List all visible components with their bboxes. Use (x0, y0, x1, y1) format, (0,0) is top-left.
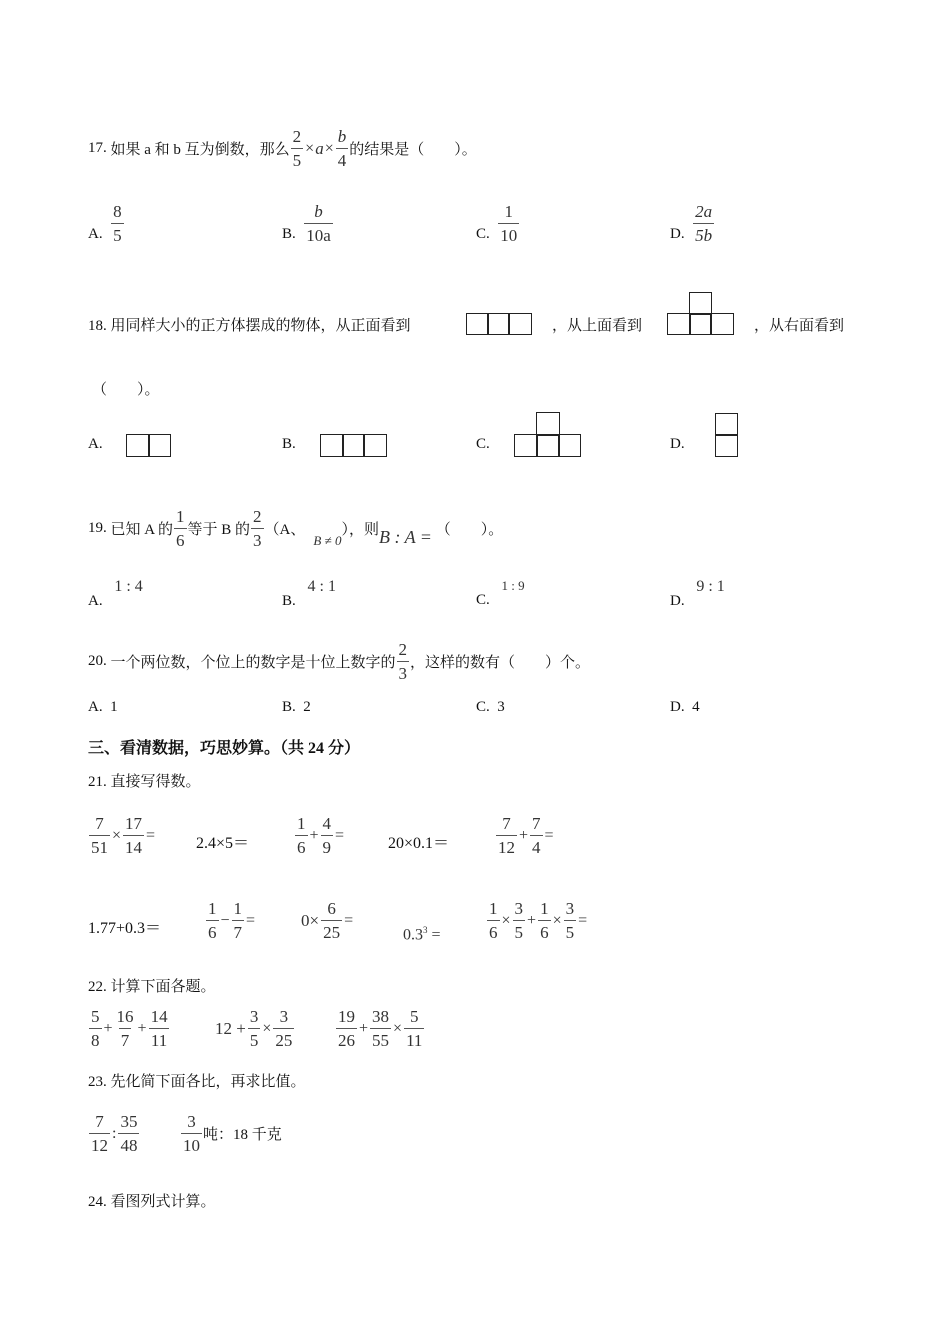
expr-21-9: $0.3^3$ = (403, 925, 441, 944)
expr-21-10: $\frac{1}{6}$ × $\frac{3}{5}$ + $\frac{1}{6}$ × $\frac{3}{5}$ = (489, 899, 588, 942)
question-19: 19. 已知 A 的 $\frac{1}{6}$ 等于 B 的 $\frac{2}{3}$ （A、 B ≠ 0 ），则 B : A = （ ）。 (88, 506, 504, 550)
expr-21-3: $\frac{1}{6}$ + $\frac{4}{9}$ = (297, 814, 345, 857)
fraction: $\frac{2}{5}$ (292, 127, 302, 170)
question-24: 24. 看图列式计算。 (88, 1194, 216, 1210)
question-number: 17. (88, 140, 107, 156)
answer-blank: （ ）。 (92, 382, 160, 398)
option-20-c[interactable]: C. 3 (476, 699, 505, 715)
expr-22-3: $\frac{19}{26}$ + $\frac{38}{55}$ × $\frac{5}{11}$ (338, 1007, 423, 1050)
option-20-a[interactable]: A. 1 (88, 699, 118, 715)
expr-21-5: $\frac{7}{12}$ + $\frac{7}{4}$ = (498, 814, 554, 857)
question-20: 20. 一个两位数，个位上的数字是十位上数字的 $\frac{2}{3}$ ，这样的数有（ ）个。 (88, 640, 591, 683)
expr-22-2: 12 + $\frac{3}{5}$ × $\frac{3}{25}$ (215, 1007, 293, 1050)
expr-21-8: 0× $\frac{6}{25}$ = (301, 899, 354, 942)
section-title: 三、看清数据，巧思妙算。（共 24 分） (88, 740, 361, 757)
option-20-d[interactable]: D. 4 (670, 699, 700, 715)
question-text: 如果 a 和 b 互为倒数，那么 (110, 142, 290, 158)
expr-21-4: 20×0.1＝ (388, 835, 450, 852)
option-19-a[interactable]: A. 1 : 4 (88, 578, 143, 609)
option-17-c[interactable]: C. $\frac{1}{10}$ (476, 202, 518, 245)
expr-21-2: 2.4×5＝ (196, 835, 250, 852)
expr-21-7: $\frac{1}{6}$ − $\frac{1}{7}$ = (208, 899, 256, 942)
option-19-c[interactable]: C. 1 : 9 (476, 578, 525, 608)
question-23: 23. 先化简下面各比，再求比值。 (88, 1074, 306, 1090)
question-18: 18. 用同样大小的正方体摆成的物体，从正面看到 (88, 318, 411, 334)
option-20-b[interactable]: B. 2 (282, 699, 311, 715)
expr-23-2: $\frac{3}{10}$ 吨：18 千克 (183, 1112, 282, 1155)
expr-23-1: $\frac{7}{12}$ : $\frac{35}{48}$ (91, 1112, 138, 1155)
question-text: 的结果是（ ）。 (349, 142, 477, 158)
option-17-d[interactable]: D. $\frac{2a}{5b}$ (670, 202, 713, 245)
expr-21-6: 1.77+0.3＝ (88, 920, 162, 937)
expr-21-1: $\frac{7}{51}$ × $\frac{17}{14}$ = (91, 814, 156, 857)
option-19-b[interactable]: B. 4 : 1 (282, 578, 336, 609)
option-17-a[interactable]: A. $\frac{8}{5}$ (88, 202, 122, 245)
fraction: $\frac{b}{4}$ (337, 127, 347, 170)
option-18-c[interactable]: C. (476, 436, 490, 452)
expr-22-1: $\frac{5}{8}$ + $\frac{16}{7}$ + $\frac{14}{11}$ (91, 1007, 168, 1050)
question-22: 22. 计算下面各题。 (88, 979, 216, 995)
option-19-d[interactable]: D. 9 : 1 (670, 578, 725, 609)
question-21: 21. 直接写得数。 (88, 774, 201, 790)
option-17-b[interactable]: B. $\frac{b}{10a}$ (282, 202, 331, 245)
option-18-b[interactable]: B. (282, 436, 296, 452)
option-18-a[interactable]: A. (88, 436, 103, 452)
option-18-d[interactable]: D. (670, 436, 685, 452)
question-17: 17. 如果 a 和 b 互为倒数，那么 $\frac{2}{5}$ × a × $\frac{b}{4}$ 的结果是（ ）。 (88, 127, 477, 170)
